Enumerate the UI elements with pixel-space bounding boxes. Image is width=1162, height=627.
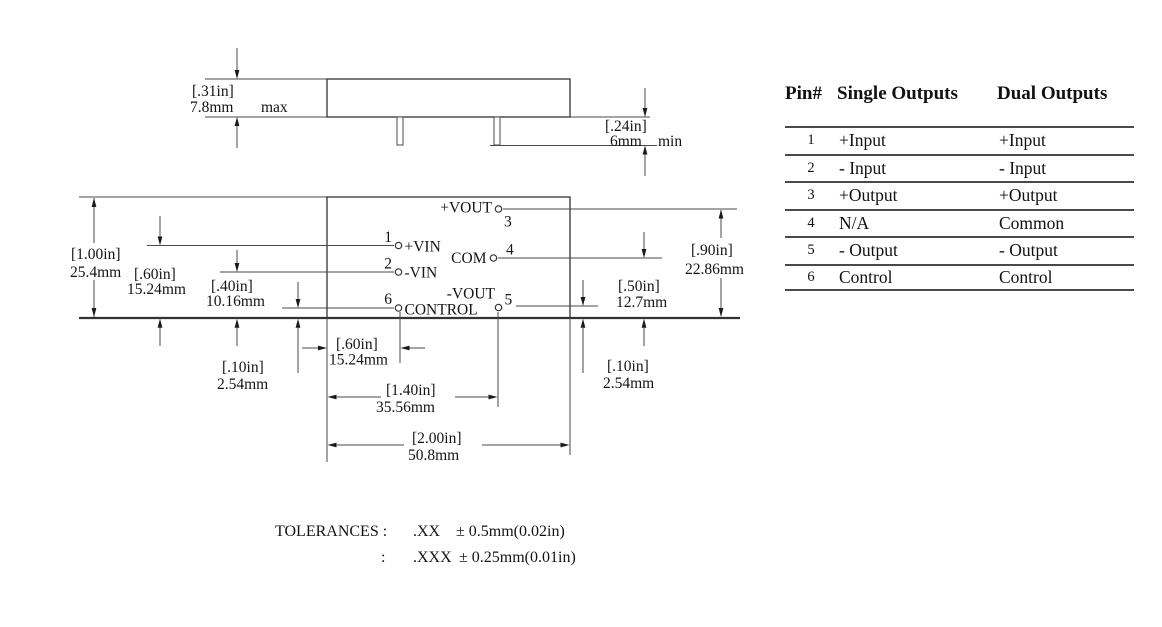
- pin-number-cell: 2: [807, 159, 815, 176]
- pin-4-label: COM: [451, 250, 487, 267]
- pin-1-number: 1: [384, 229, 392, 246]
- dim-case-height-mm: 7.8mm: [190, 99, 234, 116]
- single-output-cell: - Input: [839, 157, 887, 178]
- dim-pin-standoff: [605, 88, 682, 176]
- single-output-cell: +Input: [839, 130, 886, 151]
- tolerances-pattern-xx: .XX: [413, 523, 441, 540]
- single-output-cell: Control: [839, 266, 893, 287]
- pin-6-number: 6: [384, 291, 392, 308]
- dual-output-cell: Control: [999, 266, 1053, 287]
- dim-pin4-height-inch: [.50in]: [618, 278, 660, 295]
- tolerances-note: [275, 523, 576, 566]
- dim-pin-standoff-qualifier: min: [658, 133, 683, 150]
- tolerances-value-xxx: ± 0.25mm(0.01in): [459, 549, 576, 566]
- dim-bottom-left-mm: 2.54mm: [217, 376, 269, 393]
- side-view-body: [327, 79, 570, 117]
- single-output-cell: N/A: [839, 212, 870, 233]
- pin-5-number: 5: [504, 291, 513, 309]
- dim-pin1-height: [127, 216, 186, 346]
- side-view-pin-right: [494, 117, 500, 145]
- dim-body-width: [328, 430, 570, 464]
- dim-pin3-height: [684, 210, 758, 318]
- pin-3-number: 3: [504, 213, 512, 231]
- pin-table-rows: [785, 126, 1134, 291]
- pin-1-terminal: [395, 242, 401, 248]
- table-row: [785, 209, 1134, 237]
- pin-number-cell: 1: [807, 132, 815, 149]
- dual-output-cell: Common: [999, 212, 1065, 233]
- table-row: [785, 181, 1134, 209]
- dim-pin-standoff-mm: 6mm: [610, 133, 642, 150]
- table-row: [785, 154, 1134, 182]
- dim-pin5-offset-inch: [1.40in]: [386, 382, 436, 399]
- pin-2-terminal: [395, 269, 401, 275]
- dual-output-cell: - Output: [999, 240, 1058, 261]
- single-output-cell: - Output: [839, 240, 898, 261]
- pin-6-terminal: [395, 305, 401, 311]
- dim-overall-height-mm: 25.4mm: [70, 264, 122, 281]
- tolerances-value-xx: ± 0.5mm(0.02in): [456, 523, 565, 540]
- tolerances-label: TOLERANCES :: [275, 523, 388, 540]
- dim-overall-height-inch: [1.00in]: [71, 246, 121, 263]
- pin-2-number: 2: [384, 255, 392, 273]
- dim-pin3-height-inch: [.90in]: [691, 242, 733, 259]
- dim-case-height: [190, 48, 288, 148]
- pin-5-terminal: [495, 304, 501, 310]
- dim-pin2-height-mm: 10.16mm: [206, 293, 265, 310]
- pin-3-terminal: [495, 206, 501, 212]
- pin-table-header-single: Single Outputs: [837, 83, 958, 104]
- table-row: [785, 126, 1134, 154]
- pin-2-label: -VIN: [404, 264, 438, 282]
- dim-pin1-height-mm: 15.24mm: [127, 281, 186, 298]
- pin-number-cell: 4: [807, 214, 815, 231]
- tolerances-colon: :: [381, 549, 386, 566]
- dim-pin-standoff-inch: [.24in]: [605, 118, 647, 135]
- pin-table-header-dual: Dual Outputs: [997, 83, 1108, 104]
- pin-1-label: +VIN: [404, 238, 441, 256]
- dim-pin5-offset: [328, 382, 498, 416]
- pin-number-cell: 3: [807, 187, 815, 204]
- dim-case-height-qualifier: max: [261, 99, 288, 116]
- dual-output-cell: +Output: [999, 185, 1058, 206]
- dim-pin2-height: [206, 250, 265, 346]
- pin-number-cell: 6: [807, 268, 815, 285]
- dim-bottom-right-inch: [.10in]: [607, 358, 649, 375]
- dim-case-height-inch: [.31in]: [192, 83, 234, 100]
- dim-overall-height: [68, 198, 129, 317]
- dim-body-width-inch: [2.00in]: [412, 430, 462, 447]
- pin-4-number: 4: [506, 241, 514, 259]
- pin-4-terminal: [490, 255, 496, 261]
- dual-output-cell: - Input: [999, 157, 1047, 178]
- dim-body-width-mm: 50.8mm: [408, 447, 460, 464]
- table-row: [785, 264, 1134, 292]
- pin-table-header: [785, 84, 1134, 104]
- tolerances-pattern-xxx: .XXX: [413, 549, 452, 566]
- dim-pin1-height-inch: [.60in]: [134, 266, 176, 283]
- table-row: [785, 236, 1134, 264]
- side-view-pin-left: [397, 117, 403, 145]
- side-view: [190, 48, 682, 176]
- dim-pin6-offset-inch: [.60in]: [336, 336, 378, 353]
- dim-bottom-right-mm: 2.54mm: [603, 375, 655, 392]
- pin-table: [785, 84, 1134, 291]
- pin-6-label: CONTROL: [404, 301, 478, 319]
- pin-3-label: +VOUT: [440, 199, 492, 217]
- dim-bottom-left-inch: [.10in]: [222, 359, 264, 376]
- dim-pin6-offset-mm: 15.24mm: [329, 351, 388, 369]
- pin-table-header-pin: Pin#: [785, 83, 822, 104]
- single-output-cell: +Output: [839, 185, 898, 206]
- pin-5-label: -VOUT: [446, 285, 495, 303]
- dim-pin4-height: [616, 232, 667, 346]
- dim-pin2-height-inch: [.40in]: [211, 278, 253, 295]
- dim-pin3-height-mm: 22.86mm: [685, 261, 744, 278]
- dual-output-cell: +Input: [999, 130, 1046, 151]
- dim-pin5-offset-mm: 35.56mm: [376, 399, 435, 416]
- dim-pin4-height-mm: 12.7mm: [616, 294, 668, 311]
- front-view: [68, 197, 758, 464]
- pin-number-cell: 5: [807, 242, 815, 259]
- dim-pin6-offset: [302, 336, 425, 369]
